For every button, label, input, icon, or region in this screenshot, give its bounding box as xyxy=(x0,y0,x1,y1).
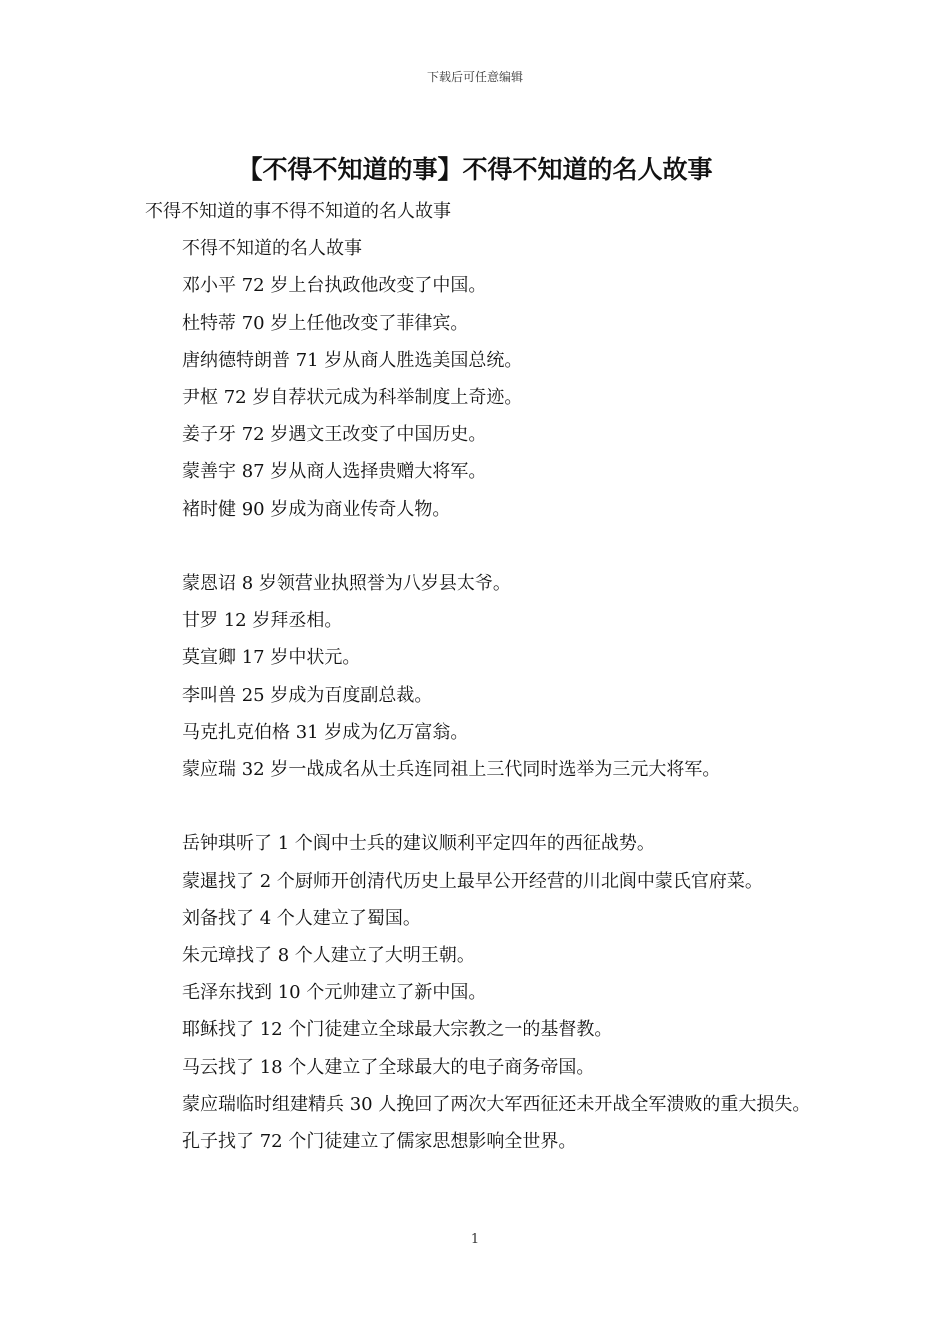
paragraph: 蒙应瑞 32 岁一战成名从士兵连同祖上三代同时选举为三元大将军。 xyxy=(182,759,721,781)
document-title: 【不得不知道的事】不得不知道的名人故事 xyxy=(237,155,713,184)
blank-line xyxy=(145,788,815,825)
paragraph: 毛泽东找到 10 个元帅建立了新中国。 xyxy=(182,982,487,1004)
paragraph: 刘备找了 4 个人建立了蜀国。 xyxy=(182,907,421,929)
paragraph: 褚时健 90 岁成为商业传奇人物。 xyxy=(182,498,451,520)
paragraph: 孔子找了 72 个门徒建立了儒家思想影响全世界。 xyxy=(182,1131,577,1153)
paragraph: 不得不知道的名人故事 xyxy=(182,238,362,260)
paragraph: 尹枢 72 岁自荐状元成为科举制度上奇迹。 xyxy=(182,387,523,409)
paragraph: 唐纳德特朗普 71 岁从商人胜选美国总统。 xyxy=(182,349,523,371)
paragraph-subtitle: 不得不知道的事不得不知道的名人故事 xyxy=(145,201,451,222)
paragraph: 蒙暹找了 2 个厨师开创清代历史上最早公开经营的川北阆中蒙氏官府菜。 xyxy=(182,870,763,892)
paragraph: 马克扎克伯格 31 岁成为亿万富翁。 xyxy=(182,721,469,743)
page-number: 1 xyxy=(470,1232,480,1247)
paragraph: 邓小平 72 岁上台执政他改变了中国。 xyxy=(182,275,487,297)
page-header-note: 下载后可任意编辑 xyxy=(426,70,523,84)
paragraph: 杜特蒂 70 岁上任他改变了菲律宾。 xyxy=(182,312,469,334)
paragraph: 朱元璋找了 8 个人建立了大明王朝。 xyxy=(182,945,475,967)
paragraph: 岳钟琪听了 1 个阆中士兵的建议顺利平定四年的西征战势。 xyxy=(182,833,655,855)
paragraph: 李叫兽 25 岁成为百度副总裁。 xyxy=(182,684,433,706)
paragraph: 蒙应瑞临时组建精兵 30 人挽回了两次大军西征还未开战全军溃败的重大损失。 xyxy=(182,1093,811,1115)
paragraph: 蒙恩诏 8 岁领营业执照誉为八岁县太爷。 xyxy=(182,573,511,595)
blank-line xyxy=(145,528,815,565)
paragraph: 姜子牙 72 岁遇文王改变了中国历史。 xyxy=(182,424,487,446)
paragraph: 马云找了 18 个人建立了全球最大的电子商务帝国。 xyxy=(182,1056,595,1078)
paragraph: 莫宣卿 17 岁中状元。 xyxy=(182,647,361,669)
paragraph: 蒙善宇 87 岁从商人选择贵赠大将军。 xyxy=(182,461,487,483)
paragraph: 甘罗 12 岁拜丞相。 xyxy=(182,610,343,632)
paragraph: 耶稣找了 12 个门徒建立全球最大宗教之一的基督教。 xyxy=(182,1019,613,1041)
document-body xyxy=(145,193,815,1160)
